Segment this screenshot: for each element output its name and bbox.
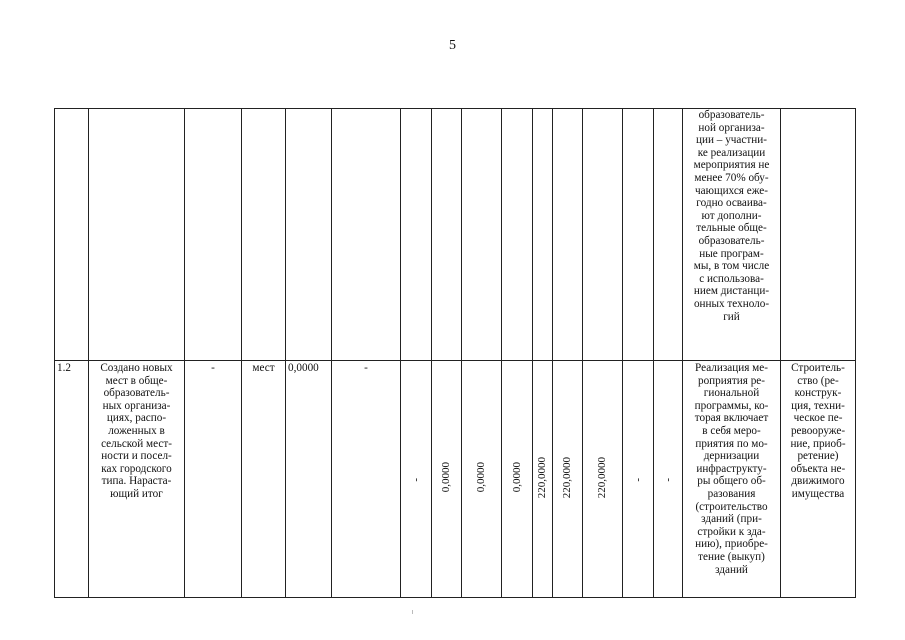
v5-value: 220,0000 (561, 456, 573, 498)
indicators-table (54, 108, 856, 598)
cell-v1 (432, 361, 462, 598)
cell-base-value: 0,0000 (286, 361, 332, 598)
table-row-1-2 (55, 361, 856, 598)
page-number: 5 (449, 38, 456, 53)
cell-col7 (401, 361, 432, 598)
v4-value: 220,0000 (536, 456, 548, 498)
cell-col3: - (185, 361, 242, 598)
cell-v3 (502, 361, 533, 598)
cell-indicator: Создано новых мест в обще- образователь- ных организа- циях, распо- ложенных в сельской мест- ности и посел- ках городского типа. Нараста- ющий итог (89, 361, 185, 598)
col15-value: - (661, 478, 674, 482)
cell-object-text: Строитель- ство (ре- конструк- ция, техни- ческое пе- ревооруже- ние, приоб- ретение) объекта не- движимого имущества (781, 361, 856, 598)
cell-col14 (623, 361, 654, 598)
cell-event-text: Реализация ме- роприятия ре- гиональной программы, ко- торая включает в себя меро- приятия по мо- дернизации инфраструкту- ры общего об- разования (строительство зданий (при- стройки к зда- нию), приобре- тение (выкуп) зданий (683, 361, 781, 598)
cell-col15 (654, 361, 683, 598)
table-row-continued (55, 109, 856, 361)
v6-value: 220,0000 (596, 456, 608, 498)
cell-num (55, 109, 89, 361)
scan-mark (412, 610, 413, 614)
col7-value: - (409, 478, 422, 482)
v2-value: 0,0000 (475, 462, 487, 493)
cell-v2 (462, 361, 502, 598)
cell-col6: - (332, 361, 401, 598)
cell-v6 (583, 361, 623, 598)
v1-value: 0,0000 (440, 462, 452, 493)
v3-value: 0,0000 (510, 462, 523, 493)
col14-value: - (631, 478, 644, 482)
cell-unit: мест (242, 361, 286, 598)
cell-indicator (89, 109, 185, 361)
cell-num: 1.2 (55, 361, 89, 598)
cell-result-text: образователь- ной организа- ции – участни- ке реализации мероприятия не менее 70% обу- чающихся еже- годно осваива- ют дополни- тельные обще- образователь- ные програм- мы, в том числе с использова- нием дистанци- онных техноло- гий (683, 109, 781, 361)
cell-v4 (533, 361, 553, 598)
cell-v5 (553, 361, 583, 598)
